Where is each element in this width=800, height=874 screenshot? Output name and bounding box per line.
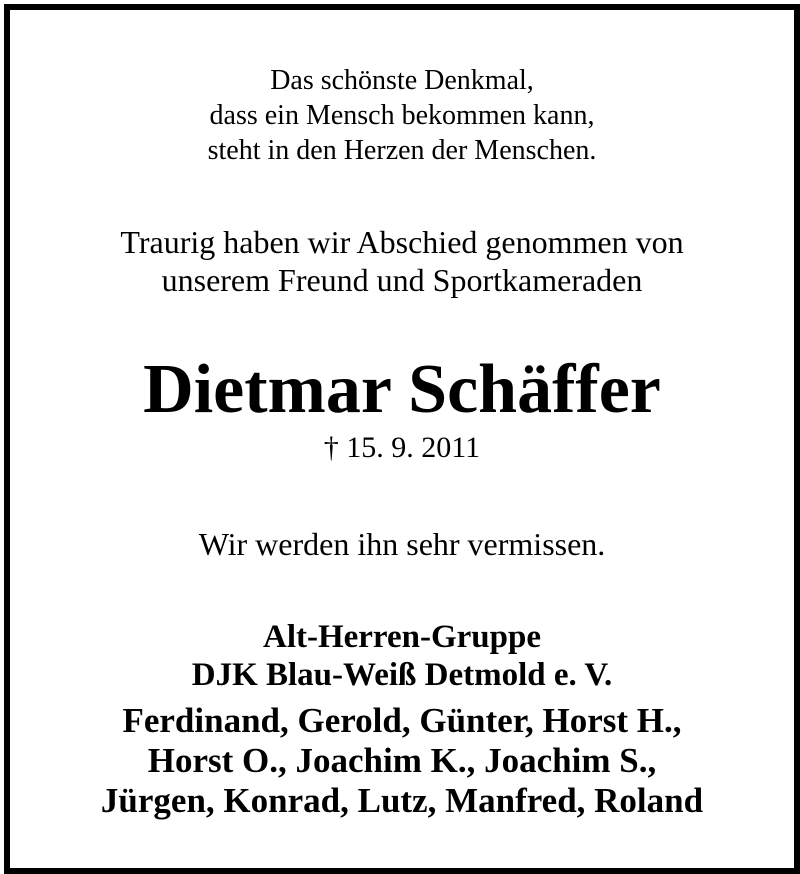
group-line-1: Alt-Herren-Gruppe: [262, 619, 541, 655]
member-names: [10, 701, 794, 821]
death-date: † 15. 9. 2011: [323, 431, 481, 464]
intro-line-2: unserem Freund und Sportkameraden: [161, 262, 643, 298]
motto-quote: [10, 63, 794, 168]
motto-line-3: steht in den Herzen der Menschen.: [207, 135, 597, 166]
members-line-1: Ferdinand, Gerold, Günter, Horst H.,: [122, 701, 682, 740]
intro-line-1: Traurig haben wir Abschied genommen von: [120, 224, 684, 260]
group-line-2: DJK Blau-Weiß Detmold e. V.: [191, 657, 613, 693]
motto-line-1: Das schönste Denkmal,: [270, 65, 534, 96]
group-signature: [10, 618, 794, 694]
deceased-name: Dietmar Schäffer: [143, 351, 661, 428]
motto-line-2: dass ein Mensch bekommen kann,: [209, 100, 595, 131]
obituary-notice: [4, 4, 800, 874]
intro-text: [10, 223, 794, 299]
members-line-3: Jürgen, Konrad, Lutz, Manfred, Roland: [100, 781, 704, 820]
closing-line: Wir werden ihn sehr vermissen.: [198, 526, 606, 562]
members-line-2: Horst O., Joachim K., Joachim S.,: [147, 741, 657, 780]
